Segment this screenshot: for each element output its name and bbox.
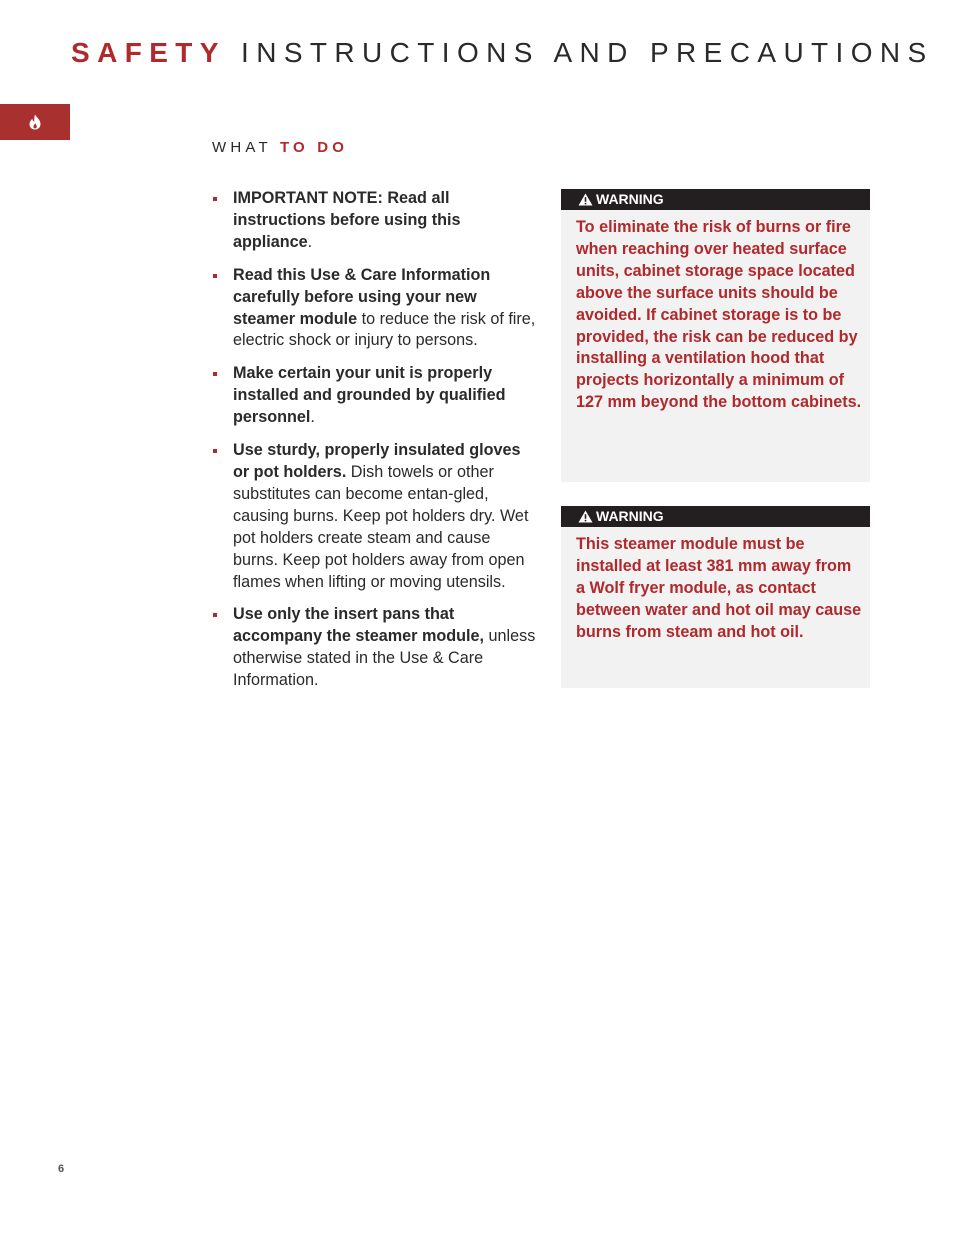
- bullet-icon: [213, 613, 217, 617]
- list-item: [212, 440, 536, 593]
- list-item-text: to reduce the risk of fire, electric shock or injury to persons.: [233, 309, 536, 350]
- warning-header: [561, 189, 870, 210]
- list-item-text: unless otherwise stated in the Use & Care Information.: [233, 627, 536, 690]
- warning-text: To eliminate the risk of burns or fire when reaching over heated surface units, cabinet storage space located above the surface units should be avoided. If cabinet storage is to be provided, the risk can be reduced by installing a ventilation hood that projects horizontally a minimum of 127 mm beyond the bottom cabinets.: [576, 218, 862, 412]
- list-item-text: Dish towels or other substitutes can become entan-gled, causing burns. Keep pot holders dry. Wet pot holders create steam and cause burns. Keep pot holders away from open flames when lifting or moving utensils.: [233, 462, 529, 591]
- bullet-icon: [213, 274, 217, 278]
- warning-box-fryer: [561, 506, 870, 688]
- warning-triangle-icon: [578, 510, 593, 523]
- bullet-icon: [213, 372, 217, 376]
- list-item-bold: Make certain your unit is properly installed and grounded by qualified personnel: [233, 364, 506, 427]
- section-heading: [212, 138, 348, 158]
- section-heading-accent: TO DO: [279, 139, 349, 156]
- list-item: [212, 265, 536, 353]
- list-item-text: .: [307, 232, 313, 251]
- list-item-text: .: [310, 408, 315, 427]
- page-title-rest: INSTRUCTIONS AND PRECAUTIONS: [225, 37, 934, 68]
- warning-triangle-icon: [578, 193, 593, 206]
- warning-text: This steamer module must be installed at least 381 mm away from a Wolf fryer module, as contact between water and hot oil may cause burns from steam and hot oil.: [576, 535, 862, 641]
- todo-list: [212, 188, 536, 703]
- bullet-icon: [213, 449, 217, 453]
- warning-box-burns: [561, 189, 870, 482]
- list-item-bold: IMPORTANT NOTE: Read all instructions before using this appliance: [233, 189, 461, 251]
- section-heading-prefix: WHAT: [212, 139, 280, 156]
- warning-header: [561, 506, 870, 527]
- section-tab: [0, 104, 70, 140]
- warning-label: WARNING: [596, 191, 664, 207]
- list-item-bold: Use sturdy, properly insulated gloves or pot holders.: [233, 441, 521, 481]
- list-item-bold: Use only the insert pans that accompany the steamer module,: [233, 605, 484, 646]
- list-item: [212, 188, 536, 254]
- flame-icon: [28, 114, 42, 130]
- list-item: [212, 604, 536, 692]
- page-title: [71, 36, 934, 70]
- list-item: [212, 363, 536, 429]
- page-title-accent: SAFETY: [71, 37, 226, 68]
- page-number: 6: [58, 1163, 65, 1175]
- warning-label: WARNING: [596, 508, 664, 524]
- bullet-icon: [213, 197, 217, 201]
- list-item-bold: Read this Use & Care Information carefully before using your new steamer module: [233, 265, 491, 328]
